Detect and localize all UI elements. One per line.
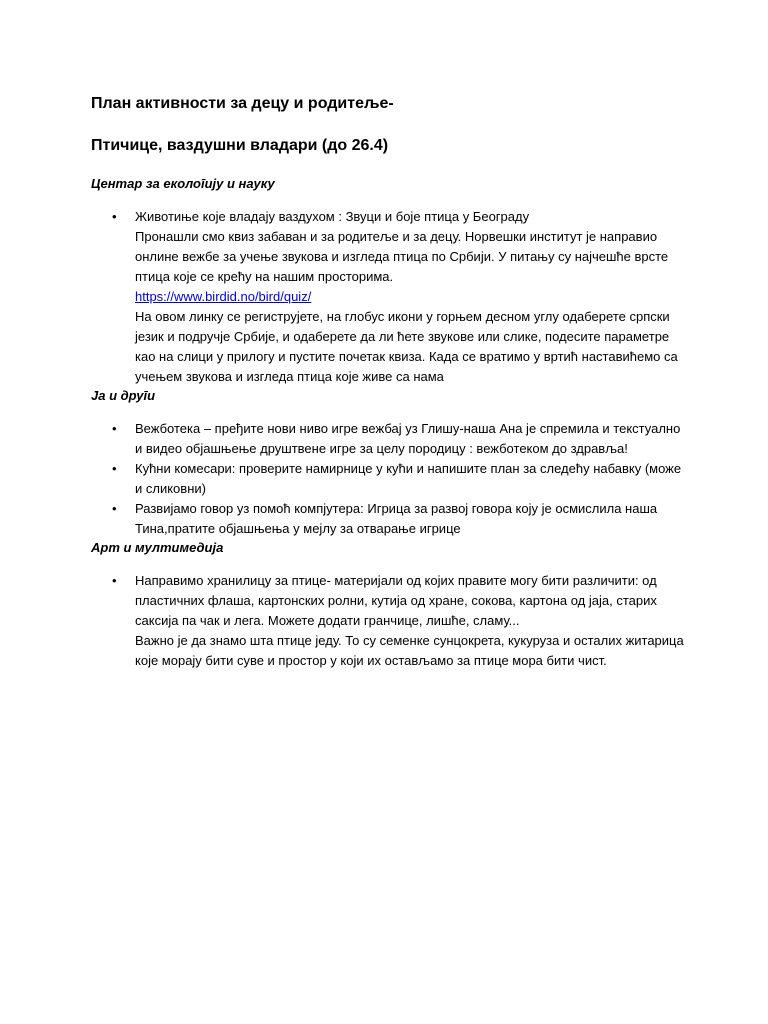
document-title: План активности за децу и родитеље- xyxy=(91,95,394,112)
document-subtitle: Птичице, ваздушни владари (до 26.4) xyxy=(91,137,389,154)
bullet-icon: • xyxy=(112,421,117,436)
list-item xyxy=(91,419,691,459)
list-item-line: На овом линку се региструјете, на глобус икони у горњем десном углу одаберете српски xyxy=(135,309,670,324)
list-item xyxy=(91,207,691,387)
bullet-icon: • xyxy=(112,209,117,224)
list-item-line: птица које се крећу на нашим просторима. xyxy=(135,269,394,284)
list-item-line: пластичних флаша, картонских ролни, кутија од хране, сокова, картона од јаја, старих xyxy=(135,593,657,608)
list-item xyxy=(91,571,691,671)
section-list-art-multimedia xyxy=(91,571,691,671)
list-item-line: Пронашли смо квиз забаван и за родитеље и за децу. Норвешки институт је направио xyxy=(135,229,658,244)
list-item-line: као на слици у прилогу и пустите почетак квиза. Када се вратимо у вртић наставићемо са xyxy=(135,349,678,364)
list-item xyxy=(91,459,691,499)
list-item-line: Тина,пратите објашњења у мејлу за отварање игрице xyxy=(135,521,461,536)
section-list-me-and-others xyxy=(91,419,691,539)
list-item-line: Развијамо говор уз помоћ компјутера: Игрица за развој говора коју је осмислила наша xyxy=(135,501,658,516)
list-item-line: и сликовни) xyxy=(135,481,206,496)
list-item-line: онлине вежбе за учење звукова и изгледа птица по Србији. У питању су најчешће врсте xyxy=(135,249,669,264)
section-list-science xyxy=(91,207,691,387)
list-item-line: које морају бити суве и простор у који их остављамо за птице мора бити чист. xyxy=(135,653,607,668)
list-item-line: саксија па чак и лега. Можете додати гранчице, лишће, сламу... xyxy=(135,613,520,628)
list-item-line: учењем звукова и изгледа птица које живе са нама xyxy=(135,369,444,384)
list-item-line: језик и подручје Србије, и одаберете да ли ћете звукове или слике, подесите параметре xyxy=(135,329,670,344)
bullet-icon: • xyxy=(112,573,117,588)
list-item xyxy=(91,499,691,539)
list-item-line: Вежботека – пређите нови ниво игре вежбај уз Глишу-наша Ана је спремила и текстуално xyxy=(135,421,681,436)
section-heading-science: Центар за еколоīију и науку xyxy=(91,176,275,191)
bullet-icon: • xyxy=(112,461,117,476)
list-item-line: Кућни комесари: проверите намирнице у кући и напишите план за следећу набавку (може xyxy=(135,461,682,476)
list-item-line: Животиње које владају ваздухом : Звуци и боје птица у Београду xyxy=(135,209,530,224)
section-heading-art-multimedia: Арт и мултимедија xyxy=(91,540,224,555)
quiz-link[interactable]: https://www.birdid.no/bird/quiz/ xyxy=(135,289,312,304)
list-item-line: и видео објашњење друштвене игре за целу породицу : вежботеком до здравља! xyxy=(135,441,628,456)
list-item-line: Направимо хранилицу за птице- материјали од којих правите могу бити различити: од xyxy=(135,573,657,588)
document-content xyxy=(91,92,691,671)
list-item-line: Важно је да знамо шта птице једу. То су семенке сунцокрета, кукуруза и осталих житарица xyxy=(135,633,684,648)
bullet-icon: • xyxy=(112,501,117,516)
section-heading-me-and-others: Ја и друīи xyxy=(91,388,156,403)
